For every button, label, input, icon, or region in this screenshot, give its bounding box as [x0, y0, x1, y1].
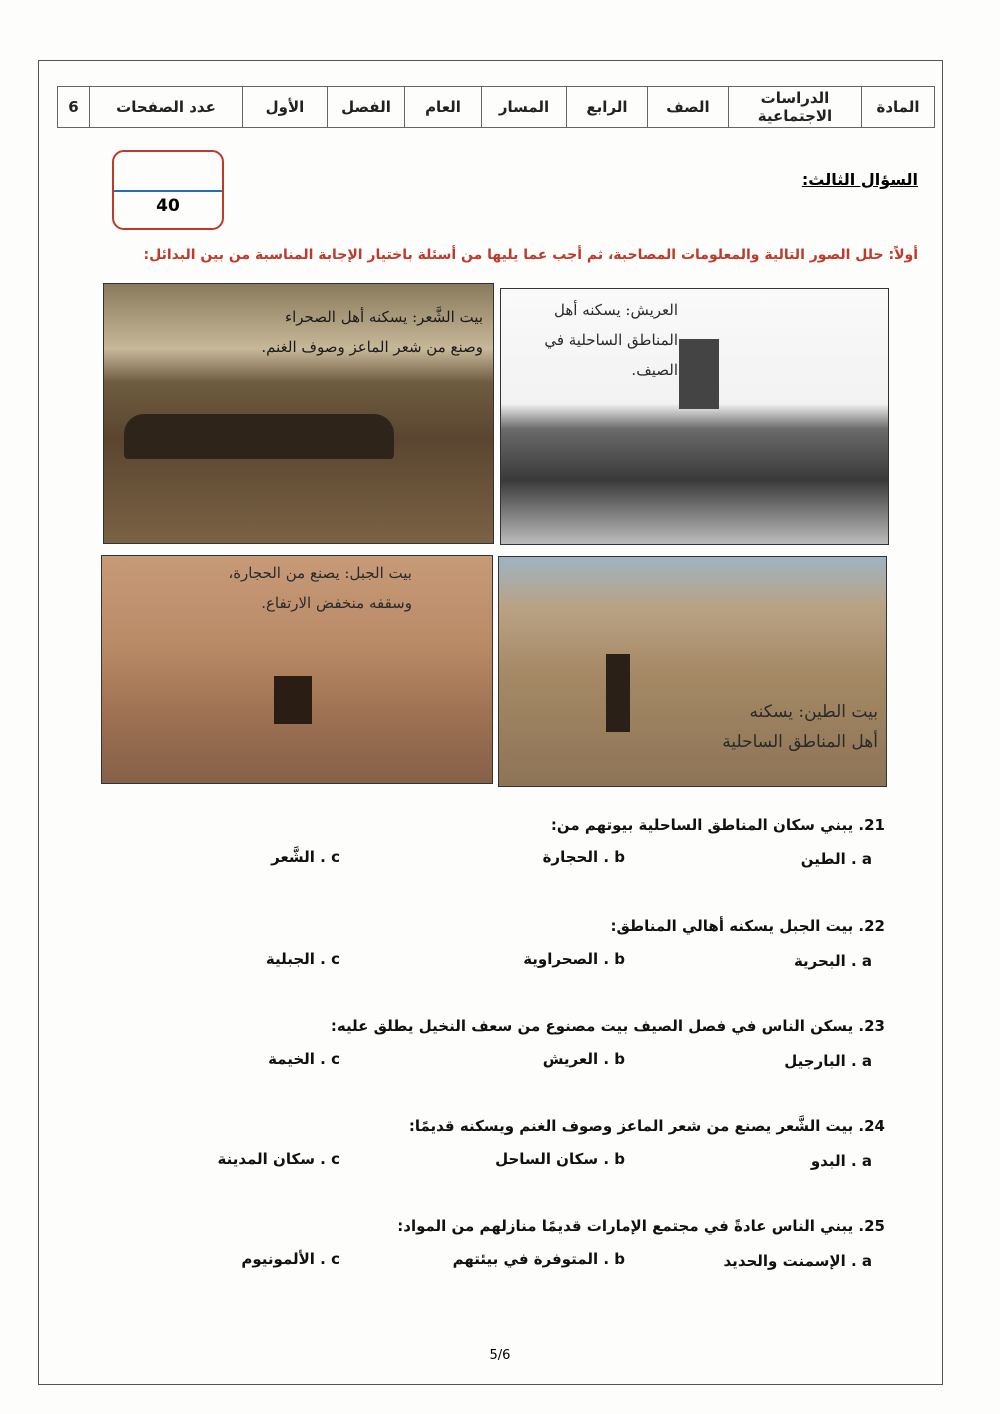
- grade-value: الرابع: [567, 87, 648, 128]
- pages-label: عدد الصفحات: [90, 87, 243, 128]
- q22-option-a[interactable]: a . البحرية: [793, 952, 872, 970]
- question-24: 24. بيت الشَّعر يصنع من شعر الماعز وصوف الغنم ويسكنه قديمًا:: [408, 1117, 885, 1135]
- q21-option-b[interactable]: b . الحجارة: [542, 848, 625, 866]
- q24-option-b[interactable]: b . سكان الساحل: [495, 1150, 625, 1168]
- image-mountain-house: [101, 555, 493, 784]
- image-mud-house: [498, 556, 887, 787]
- question-25: 25. يبني الناس عادةً في مجتمع الإمارات قديمًا منازلهم من المواد:: [397, 1217, 885, 1235]
- subject-label: المادة: [862, 87, 935, 128]
- q25-option-c[interactable]: c . الألمونيوم: [241, 1250, 340, 1268]
- image-arish: [500, 288, 889, 545]
- track-value: العام: [405, 87, 482, 128]
- q23-option-c[interactable]: c . الخيمة: [268, 1050, 340, 1068]
- term-value: الأول: [243, 87, 328, 128]
- score-box: [112, 150, 224, 230]
- q23-option-b[interactable]: b . العريش: [542, 1050, 625, 1068]
- q22-option-c[interactable]: c . الجبلية: [265, 950, 340, 968]
- caption-mud-line1: بيت الطين: يسكنه: [749, 702, 878, 722]
- q21-option-a[interactable]: a . الطين: [800, 850, 872, 868]
- question-23: 23. يسكن الناس في فصل الصيف بيت مصنوع من سعف النخيل يطلق عليه:: [330, 1017, 885, 1035]
- subject-value: الدراسات الاجتماعية: [729, 87, 862, 128]
- score-value: 40: [156, 196, 180, 216]
- grade-label: الصف: [648, 87, 729, 128]
- q24-option-c[interactable]: c . سكان المدينة: [217, 1150, 340, 1168]
- q22-option-b[interactable]: b . الصحراوية: [523, 950, 625, 968]
- caption-mountain-line1: بيت الجبل: يصنع من الحجارة،: [228, 564, 412, 582]
- caption-tent-line2: وصنع من شعر الماعز وصوف الغنم.: [261, 338, 483, 356]
- term-label: الفصل: [328, 87, 405, 128]
- question-21: 21. يبني سكان المناطق الساحلية بيوتهم من:: [550, 816, 885, 834]
- score-divider: [114, 190, 222, 192]
- caption-arish-line2: المناطق الساحلية في الصيف.: [544, 331, 678, 379]
- caption-mud-line2: أهل المناطق الساحلية: [722, 732, 878, 752]
- question-22: 22. بيت الجبل يسكنه أهالي المناطق:: [610, 917, 885, 935]
- q24-option-a[interactable]: a . البدو: [810, 1152, 872, 1170]
- q25-option-a[interactable]: a . الإسمنت والحديد: [723, 1252, 872, 1270]
- q23-option-a[interactable]: a . البارجيل: [784, 1052, 872, 1070]
- caption-mountain-line2: وسقفه منخفض الارتفاع.: [261, 594, 412, 612]
- q25-option-b[interactable]: b . المتوفرة في بيئتهم: [452, 1250, 625, 1268]
- q21-option-c[interactable]: c . الشَّعر: [271, 848, 340, 866]
- image-tent: [103, 283, 494, 544]
- pages-value: 6: [58, 87, 90, 128]
- caption-arish-line1: العريش: يسكنه أهل: [554, 301, 678, 319]
- caption-tent-line1: بيت الشَّعر: يسكنه أهل الصحراء: [285, 308, 483, 326]
- header-table: [57, 86, 935, 128]
- page-number: 5/6: [489, 1348, 511, 1363]
- question-title: السؤال الثالث:: [801, 170, 918, 189]
- track-label: المسار: [482, 87, 567, 128]
- instruction: أولاً: حلل الصور التالية والمعلومات المصاحبة، ثم أجب عما يليها من أسئلة باختيار الإجابة المناسبة من بين البدائل:: [143, 247, 918, 263]
